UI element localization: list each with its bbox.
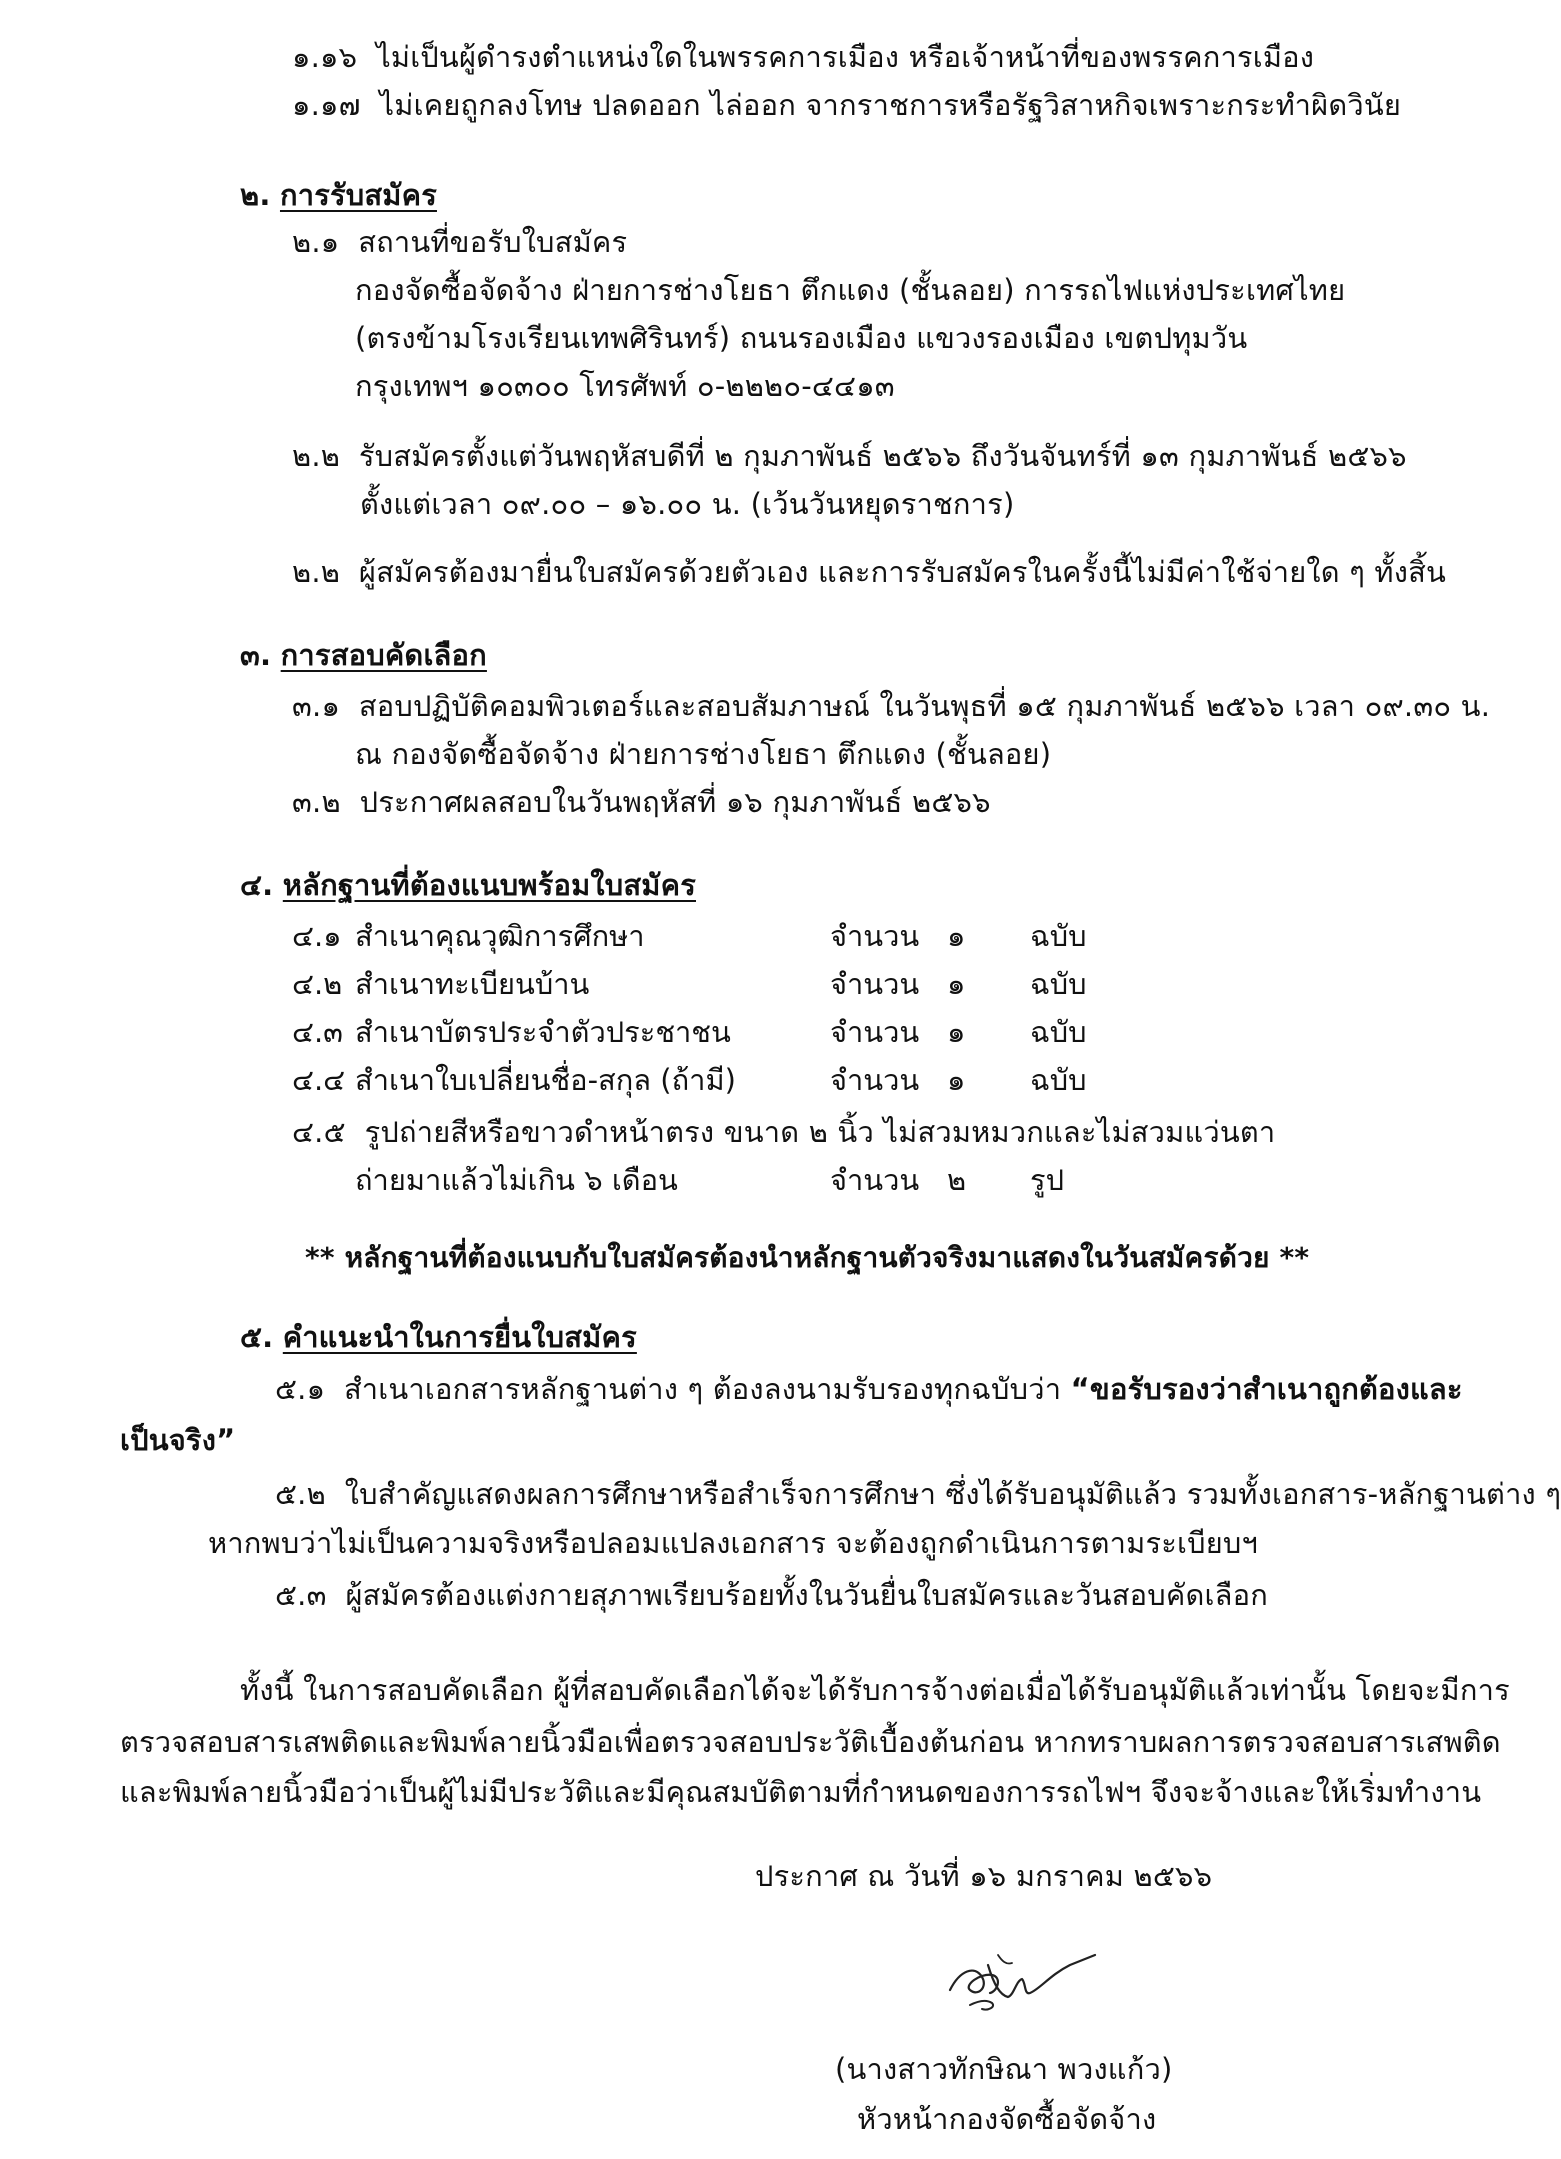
item-text: สอบปฏิบัติคอมพิวเตอร์และสอบสัมภาษณ์ ในวันพุธที่ ๑๕ กุมภาพันธ์ ๒๕๖๖ เวลา ๐๙.๓๐ น.	[358, 689, 1491, 723]
item-number: ๕.๓	[275, 1578, 327, 1612]
item-1-16	[292, 37, 1314, 77]
certification-phrase-end: เป็นจริง”	[120, 1423, 236, 1457]
item-text: ไม่เป็นผู้ดำรงตำแหน่งใดในพรรคการเมือง หรือเจ้าหน้าที่ของพรรคการเมือง	[376, 40, 1315, 74]
section-number: ๓.	[240, 638, 272, 672]
item-2-3	[292, 552, 1446, 592]
item-text: ผู้สมัครต้องแต่งกายสุภาพเรียบร้อยทั้งในวันยื่นใบสมัครและวันสอบคัดเลือก	[345, 1578, 1268, 1612]
quantity-unit: ฉบับ	[1030, 919, 1087, 953]
item-2-1	[292, 222, 627, 262]
item-number: ๔.๒	[292, 967, 343, 1001]
item-text: สำเนาเอกสารหลักฐานต่าง ๆ ต้องลงนามรับรองทุกฉบับว่า	[344, 1372, 1062, 1406]
certification-phrase: “ขอรับรองว่าสำเนาถูกต้องและ	[1070, 1372, 1463, 1406]
item-2-1-address-line-3: กรุงเทพฯ ๑๐๓๐๐ โทรศัพท์ ๐-๒๒๒๐-๔๔๑๓	[355, 369, 895, 403]
section-title: คำแนะนำในการยื่นใบสมัคร	[282, 1320, 637, 1354]
closing-paragraph-line-3: และพิมพ์ลายนิ้วมือว่าเป็นผู้ไม่มีประวัติและมีคุณสมบัติตามที่กำหนดของการรถไฟฯ จึงจะจ้างและให้เริ่มทำงาน	[120, 1775, 1482, 1809]
section-4-heading	[240, 865, 696, 905]
item-5-2-continued: หากพบว่าไม่เป็นความจริงหรือปลอมแปลงเอกสาร จะต้องถูกดำเนินการตามระเบียบฯ	[208, 1526, 1259, 1560]
item-number: ๓.๑	[292, 689, 341, 723]
quantity-value: ๑	[947, 1015, 966, 1049]
section-number: ๕.	[240, 1320, 274, 1354]
item-1-17	[292, 85, 1401, 125]
handwritten-signature	[930, 1935, 1100, 2025]
quantity-label: จำนวน	[830, 1063, 920, 1097]
item-2-2-time: ตั้งแต่เวลา ๐๙.๐๐ – ๑๖.๐๐ น. (เว้นวันหยุดราชการ)	[360, 487, 1015, 521]
item-number: ๔.๑	[292, 919, 342, 953]
item-number: ๑.๑๗	[292, 88, 361, 122]
item-text: สำเนาใบเปลี่ยนชื่อ-สกุล (ถ้ามี)	[355, 1063, 736, 1097]
quantity-unit: ฉบับ	[1030, 1063, 1087, 1097]
item-number: ๕.๒	[275, 1477, 326, 1511]
evidence-note: ** หลักฐานที่ต้องแนบกับใบสมัครต้องนำหลักฐานตัวจริงมาแสดงในวันสมัครด้วย **	[305, 1241, 1310, 1274]
item-number: ๒.๒	[292, 555, 341, 589]
section-title: การสอบคัดเลือก	[280, 638, 487, 672]
item-3-1-location: ณ กองจัดซื้อจัดจ้าง ฝ่ายการช่างโยธา ตึกแดง (ชั้นลอย)	[355, 737, 1052, 771]
signer-title: หัวหน้ากองจัดซื้อจัดจ้าง	[857, 2102, 1157, 2136]
signer-name: (นางสาวทักษิณา พวงแก้ว)	[835, 2052, 1173, 2086]
item-number: ๔.๕	[292, 1115, 346, 1149]
item-number: ๓.๒	[292, 785, 341, 819]
item-2-2	[292, 436, 1407, 476]
item-text: รูปถ่ายสีหรือขาวดำหน้าตรง ขนาด ๒ นิ้ว ไม่สวมหมวกและไม่สวมแว่นตา	[364, 1115, 1276, 1149]
item-number: ๒.๑	[292, 225, 340, 259]
item-5-1	[275, 1369, 1463, 1409]
section-number: ๒.	[240, 178, 271, 212]
item-number: ๔.๔	[292, 1063, 346, 1097]
section-title: การรับสมัคร	[279, 178, 437, 212]
closing-paragraph-line-1: ทั้งนี้ ในการสอบคัดเลือก ผู้ที่สอบคัดเลือกได้จะได้รับการจ้างต่อเมื่อได้รับอนุมัติแล้วเท่านั้น โดยจะมีการ	[240, 1673, 1510, 1707]
item-3-1	[292, 686, 1490, 726]
section-number: ๔.	[240, 868, 274, 902]
item-4-5	[292, 1112, 1275, 1152]
item-text: สำเนาคุณวุฒิการศึกษา	[355, 919, 645, 953]
item-text: สำเนาทะเบียนบ้าน	[355, 967, 590, 1001]
item-2-1-address-line-1: กองจัดซื้อจัดจ้าง ฝ่ายการช่างโยธา ตึกแดง (ชั้นลอย) การรถไฟแห่งประเทศไทย	[355, 273, 1346, 307]
section-5-heading	[240, 1317, 637, 1357]
item-number: ๔.๓	[292, 1015, 343, 1049]
item-text: สถานที่ขอรับใบสมัคร	[358, 225, 628, 259]
quantity-label: จำนวน	[830, 967, 920, 1001]
quantity-unit: ฉบับ	[1030, 967, 1087, 1001]
section-2-heading	[240, 175, 437, 215]
quantity-unit: รูป	[1030, 1163, 1064, 1197]
item-number: ๑.๑๖	[292, 40, 358, 74]
item-number: ๕.๑	[275, 1372, 326, 1406]
section-title: หลักฐานที่ต้องแนบพร้อมใบสมัคร	[282, 868, 696, 902]
item-3-2	[292, 782, 991, 822]
item-text: ถ่ายมาแล้วไม่เกิน ๖ เดือน	[355, 1163, 678, 1197]
announcement-date: ประกาศ ณ วันที่ ๑๖ มกราคม ๒๕๖๖	[755, 1859, 1213, 1893]
item-number: ๒.๒	[292, 439, 341, 473]
closing-paragraph-line-2: ตรวจสอบสารเสพติดและพิมพ์ลายนิ้วมือเพื่อตรวจสอบประวัติเบื้องต้นก่อน หากทราบผลการตรวจสอบสารเสพติด	[120, 1725, 1501, 1759]
item-text: รับสมัครตั้งแต่วันพฤหัสบดีที่ ๒ กุมภาพันธ์ ๒๕๖๖ ถึงวันจันทร์ที่ ๑๓ กุมภาพันธ์ ๒๕๖๖	[358, 439, 1407, 473]
quantity-value: ๑	[947, 919, 966, 953]
quantity-value: ๒	[947, 1163, 967, 1197]
section-3-heading	[240, 635, 487, 675]
item-text: ไม่เคยถูกลงโทษ ปลดออก ไล่ออก จากราชการหรือรัฐวิสาหกิจเพราะกระทำผิดวินัย	[379, 88, 1402, 122]
quantity-label: จำนวน	[830, 919, 920, 953]
item-text: สำเนาบัตรประจำตัวประชาชน	[355, 1015, 731, 1049]
item-5-2	[275, 1474, 1561, 1514]
item-text: ประกาศผลสอบในวันพฤหัสที่ ๑๖ กุมภาพันธ์ ๒๕๖๖	[359, 785, 991, 819]
item-5-3	[275, 1575, 1268, 1615]
quantity-value: ๑	[947, 1063, 966, 1097]
item-text: ผู้สมัครต้องมายื่นใบสมัครด้วยตัวเอง และการรับสมัครในครั้งนี้ไม่มีค่าใช้จ่ายใด ๆ ทั้งสิ้น	[358, 555, 1447, 589]
quantity-label: จำนวน	[830, 1015, 920, 1049]
item-text: ใบสำคัญแสดงผลการศึกษาหรือสำเร็จการศึกษา ซึ่งได้รับอนุมัติแล้ว รวมทั้งเอกสาร-หลักฐานต่าง ๆ	[344, 1477, 1561, 1511]
quantity-unit: ฉบับ	[1030, 1015, 1087, 1049]
quantity-label: จำนวน	[830, 1163, 920, 1197]
quantity-value: ๑	[947, 967, 966, 1001]
item-2-1-address-line-2: (ตรงข้ามโรงเรียนเทพศิรินทร์) ถนนรองเมือง แขวงรองเมือง เขตปทุมวัน	[355, 321, 1248, 355]
